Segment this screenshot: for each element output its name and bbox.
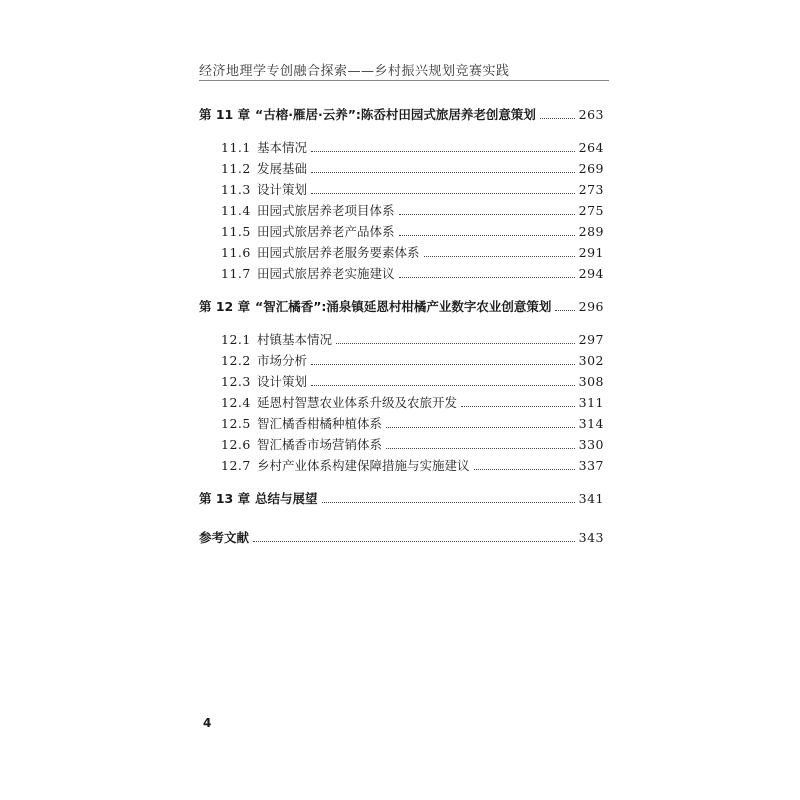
page-ref: 264 [578, 140, 604, 155]
page-ref: 263 [578, 107, 604, 122]
toc-section-11-1[interactable] [199, 138, 604, 158]
section-number: 12.6 [221, 437, 251, 452]
dot-leader [424, 256, 575, 257]
section-title: 智汇橘香市场营销体系 [257, 437, 383, 452]
page-ref: 291 [578, 245, 604, 260]
toc-section-11-5[interactable] [199, 222, 604, 242]
dot-leader [399, 214, 575, 215]
chapter-title: “古榕·雁居·云养”:陈岙村田园式旅居养老创意策划 [255, 107, 536, 122]
page-ref: 297 [578, 332, 604, 347]
chapter-number: 第 12 章 [199, 299, 251, 314]
chapter-title: “智汇橘香”:涌泉镇延恩村柑橘产业数字农业创意策划 [255, 299, 552, 314]
section-title: 设计策划 [257, 374, 308, 389]
toc-chapter-13[interactable] [199, 489, 604, 509]
table-of-contents [199, 105, 604, 548]
section-number: 11.7 [221, 266, 251, 281]
dot-leader [399, 235, 575, 236]
dot-leader [322, 502, 575, 503]
section-title: 乡村产业体系构建保障措施与实施建议 [257, 458, 470, 473]
dot-leader [474, 469, 575, 470]
dot-leader [311, 151, 575, 152]
section-title: 田园式旅居养老项目体系 [257, 203, 395, 218]
toc-references[interactable] [199, 528, 604, 548]
page-ref: 311 [578, 395, 604, 410]
dot-leader [336, 343, 575, 344]
section-number: 11.4 [221, 203, 251, 218]
toc-section-12-3[interactable] [199, 372, 604, 392]
section-title: 发展基础 [257, 161, 308, 176]
toc-chapter-12[interactable] [199, 297, 604, 317]
page-ref: 289 [578, 224, 604, 239]
toc-section-12-2[interactable] [199, 351, 604, 371]
page-ref: 275 [578, 203, 604, 218]
toc-section-12-1[interactable] [199, 330, 604, 350]
page-ref: 269 [578, 161, 604, 176]
chapter-title: 总结与展望 [255, 491, 318, 506]
toc-section-12-7[interactable] [199, 456, 604, 476]
toc-section-11-3[interactable] [199, 180, 604, 200]
dot-leader [399, 277, 575, 278]
page-ref: 330 [578, 437, 604, 452]
page-ref: 314 [578, 416, 604, 431]
dot-leader [555, 310, 574, 311]
section-title: 田园式旅居养老产品体系 [257, 224, 395, 239]
page-ref: 296 [578, 299, 604, 314]
page-ref: 294 [578, 266, 604, 281]
dot-leader [311, 193, 575, 194]
section-title: 市场分析 [257, 353, 308, 368]
toc-chapter-11[interactable] [199, 105, 604, 125]
dot-leader [540, 118, 575, 119]
section-title: 延恩村智慧农业体系升级及农旅开发 [257, 395, 458, 410]
page-ref: 308 [578, 374, 604, 389]
toc-section-12-4[interactable] [199, 393, 604, 413]
section-number: 12.4 [221, 395, 251, 410]
page-ref: 343 [578, 530, 604, 545]
chapter-number: 第 11 章 [199, 107, 251, 122]
section-number: 11.3 [221, 182, 251, 197]
header-rule [199, 80, 609, 81]
toc-section-12-5[interactable] [199, 414, 604, 434]
dot-leader [253, 541, 575, 542]
dot-leader [386, 427, 575, 428]
section-number: 11.2 [221, 161, 251, 176]
section-title: 田园式旅居养老服务要素体系 [257, 245, 420, 260]
toc-section-11-4[interactable] [199, 201, 604, 221]
toc-section-12-6[interactable] [199, 435, 604, 455]
page-ref: 302 [578, 353, 604, 368]
references-title: 参考文献 [199, 530, 250, 545]
section-title: 智汇橘香柑橘种植体系 [257, 416, 383, 431]
dot-leader [386, 448, 575, 449]
section-number: 12.7 [221, 458, 251, 473]
toc-section-11-7[interactable] [199, 264, 604, 284]
toc-section-11-6[interactable] [199, 243, 604, 263]
page-ref: 341 [578, 491, 604, 506]
section-title: 村镇基本情况 [257, 332, 333, 347]
section-number: 11.1 [221, 140, 251, 155]
section-number: 11.5 [221, 224, 251, 239]
dot-leader [311, 172, 575, 173]
section-title: 设计策划 [257, 182, 308, 197]
dot-leader [311, 385, 575, 386]
section-title: 田园式旅居养老实施建议 [257, 266, 395, 281]
page-ref: 337 [578, 458, 604, 473]
section-title: 基本情况 [257, 140, 308, 155]
page-ref: 273 [578, 182, 604, 197]
page-number: 4 [203, 716, 212, 730]
dot-leader [311, 364, 575, 365]
section-number: 12.3 [221, 374, 251, 389]
section-number: 12.5 [221, 416, 251, 431]
toc-section-11-2[interactable] [199, 159, 604, 179]
section-number: 12.1 [221, 332, 251, 347]
chapter-number: 第 13 章 [199, 491, 251, 506]
section-number: 12.2 [221, 353, 251, 368]
running-header: 经济地理学专创融合探索——乡村振兴规划竞赛实践 [199, 64, 510, 79]
dot-leader [461, 406, 575, 407]
section-number: 11.6 [221, 245, 251, 260]
